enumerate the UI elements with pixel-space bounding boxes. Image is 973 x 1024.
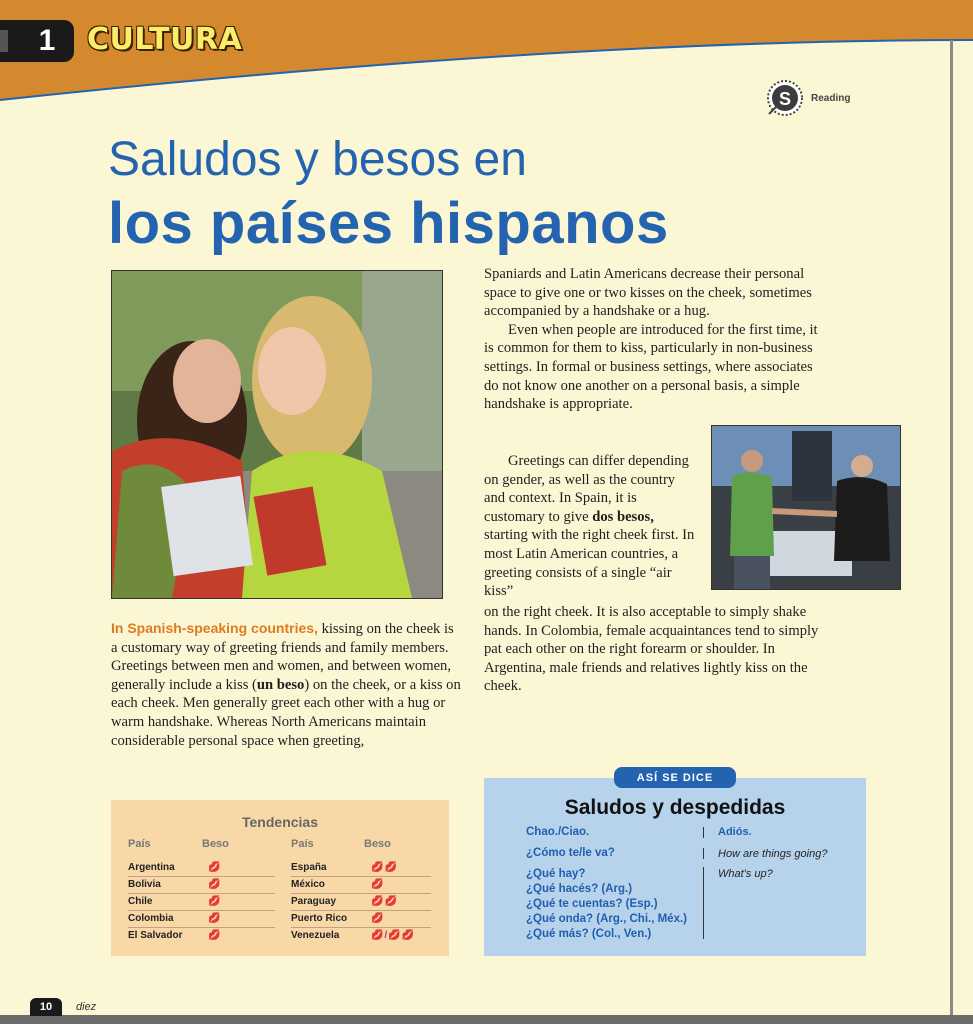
table-row	[291, 893, 431, 911]
country-name: Argentina	[128, 862, 175, 873]
kiss-count: 💋/💋💋	[371, 930, 416, 941]
article-title-line2: los países hispanos	[108, 191, 669, 256]
divider	[703, 867, 704, 939]
page-edge-line	[950, 40, 953, 1015]
asi-se-dice-box	[484, 778, 866, 956]
table-row	[128, 910, 275, 928]
tendencias-table	[111, 800, 449, 956]
phrase-item: ¿Qué hacés? (Arg.)	[526, 883, 633, 895]
header-kiss-left: Beso	[202, 838, 229, 850]
divider	[703, 848, 704, 859]
paragraph-first-time: Even when people are introduced for the first time, it is common for them to kiss, particularly in non-business settings. In formal or business settings, where associates do not know one another on a personal basis, a simple handshake is appropriate.	[484, 321, 818, 413]
table-row	[128, 859, 275, 877]
kiss-count: 💋	[371, 913, 385, 924]
page-number: 10	[30, 998, 62, 1016]
paragraph-intro	[111, 620, 461, 750]
phrase-item: ¿Cómo te/le va?	[526, 847, 615, 859]
tendencias-title: Tendencias	[242, 814, 318, 830]
reading-label: Reading	[811, 92, 851, 104]
paragraph-personal-space: Spaniards and Latin Americans decrease their personal space to give one or two kisses on the cheek, sometimes accompanied by a handshake or a hug.	[484, 266, 812, 320]
kiss-count: 💋💋	[371, 896, 398, 907]
table-row	[291, 910, 431, 928]
header-country-right: País	[291, 838, 314, 850]
paragraph-greetings-text2: starting with the right cheek first. In most Latin American countries, a greeting consists of a single “air kiss”	[484, 527, 695, 600]
country-name: Venezuela	[291, 930, 340, 941]
left-column-text	[111, 620, 461, 750]
right-column-top	[484, 265, 824, 414]
header-kiss-right: Beso	[364, 838, 391, 850]
intro-text1: kissing on the cheek is a customary way of greeting friends and family members. Greetings between men and women, and between women, generally include a kiss (	[111, 621, 454, 693]
intro-lead: In Spanish-speaking countries,	[111, 620, 318, 636]
country-name: Chile	[128, 896, 153, 907]
section-title: CULTURA	[87, 22, 243, 57]
kiss-count: 💋	[208, 913, 222, 924]
photo-men-handshake	[711, 425, 901, 590]
chapter-tab-mark	[0, 30, 8, 52]
country-name: Paraguay	[291, 896, 337, 907]
reading-badge[interactable]	[765, 78, 850, 118]
chapter-number-text: 1	[38, 24, 56, 57]
un-beso-term: un beso	[256, 676, 305, 693]
country-name: Puerto Rico	[291, 913, 348, 924]
asi-se-dice-title: Saludos y despedidas	[564, 796, 786, 819]
right-column-bottom	[484, 603, 829, 696]
kiss-count: 💋	[208, 879, 222, 890]
phrase-item: ¿Qué te cuentas? (Esp.)	[526, 898, 658, 910]
kiss-count: 💋💋	[371, 862, 398, 873]
phrase-item: ¿Qué hay?	[526, 868, 586, 880]
phrase-item: Chao./Ciao.	[526, 826, 590, 838]
right-column-middle	[484, 452, 699, 601]
country-name: El Salvador	[128, 930, 183, 941]
paragraph-greetings-text: Greetings can differ depending on gender, as well as the country and context. In Spain, it is customary to give	[484, 453, 689, 525]
phrase-item: ¿Qué más? (Col., Ven.)	[526, 928, 652, 940]
page-number-word: diez	[76, 1001, 97, 1013]
intro-text2: ) on the cheek, or a kiss on each cheek. Men generally greet each other with a hug or warm handshake. Whereas North Americans maintain considerable personal space when greeting,	[111, 676, 461, 749]
table-row	[128, 893, 275, 911]
asi-se-dice-tab: ASÍ SE DICE	[614, 767, 736, 788]
country-name: Bolivia	[128, 879, 161, 890]
phrase-item: ¿Qué onda? (Arg., Chi., Méx.)	[526, 913, 687, 925]
translation-item: What's up?	[718, 868, 773, 880]
translation-item: How are things going?	[718, 848, 828, 860]
kiss-count: 💋	[208, 896, 222, 907]
article-title-line1: Saludos y besos en	[108, 133, 527, 186]
dos-besos-term: dos besos,	[592, 508, 654, 525]
country-name: México	[291, 879, 325, 890]
table-row	[128, 876, 275, 894]
paragraph-right-cheek: on the right cheek. It is also acceptable to simply shake hands. In Colombia, female acquaintances tend to simply pat each other on the right forearm or shoulder. In Argentina, male friends and relatives lightly kiss on the cheek.	[484, 604, 819, 695]
chapter-number	[0, 20, 74, 62]
header-country-left: País	[128, 838, 151, 850]
table-row	[291, 859, 431, 877]
kiss-count: 💋	[208, 930, 222, 941]
kiss-count: 💋	[208, 862, 222, 873]
paragraph-greetings-differ	[484, 452, 699, 601]
badge-letter: S	[778, 89, 792, 109]
country-name: Colombia	[128, 913, 174, 924]
country-name: España	[291, 862, 327, 873]
table-row	[291, 927, 431, 944]
reading-strategy-icon	[765, 78, 805, 118]
table-row	[128, 927, 275, 944]
footer-bar	[0, 1015, 973, 1024]
photo-women-greeting	[111, 270, 443, 599]
divider	[703, 827, 704, 838]
kiss-count: 💋	[371, 879, 385, 890]
table-row	[291, 876, 431, 894]
translation-item: Adiós.	[718, 826, 752, 838]
